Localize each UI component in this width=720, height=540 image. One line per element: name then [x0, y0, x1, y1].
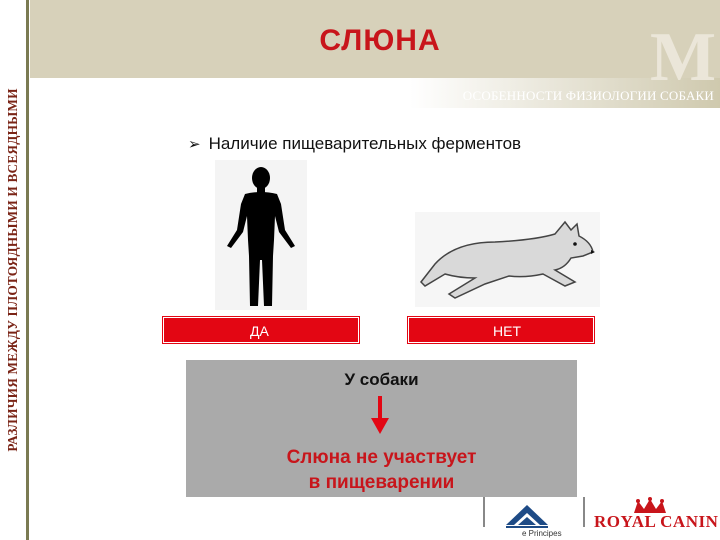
bullet-text: Наличие пищеварительных ферментов: [208, 134, 522, 153]
conclusion-box: [186, 360, 577, 497]
side-banner-text: РАЗЛИЧИЯ МЕЖДУ ПЛОТОЯДНЫМИ И ВСЕЯДНЫМИ: [5, 88, 20, 452]
slide-subtitle: ОСОБЕННОСТИ ФИЗИОЛОГИИ СОБАКИ: [462, 88, 714, 103]
watermark-logo: M: [650, 19, 717, 96]
label-no: НЕТ: [408, 317, 594, 343]
side-banner-text-wrap: [2, 0, 24, 540]
slide-title: СЛЮНА: [319, 24, 441, 57]
running-dog-icon: [415, 212, 600, 307]
label-yes: ДА: [163, 317, 359, 343]
dog-figure: [415, 212, 600, 307]
conclusion-line-1: Слюна не участвует: [286, 447, 477, 468]
bullet-item: [188, 134, 521, 154]
conclusion-heading: У собаки: [344, 370, 419, 389]
royal-canin-logo: ROYAL CANIN: [594, 512, 719, 531]
human-figure: [215, 160, 307, 310]
human-silhouette-icon: [215, 160, 307, 310]
principes-logo-caption: e Principes: [522, 529, 562, 538]
down-arrow-icon: [368, 396, 392, 436]
conclusion-result: [186, 445, 577, 495]
side-rule: [26, 0, 29, 540]
conclusion-line-2: в пищеварении: [308, 472, 455, 493]
footer-divider-right: [583, 497, 585, 527]
bullet-arrow-icon: ➢: [188, 136, 201, 153]
